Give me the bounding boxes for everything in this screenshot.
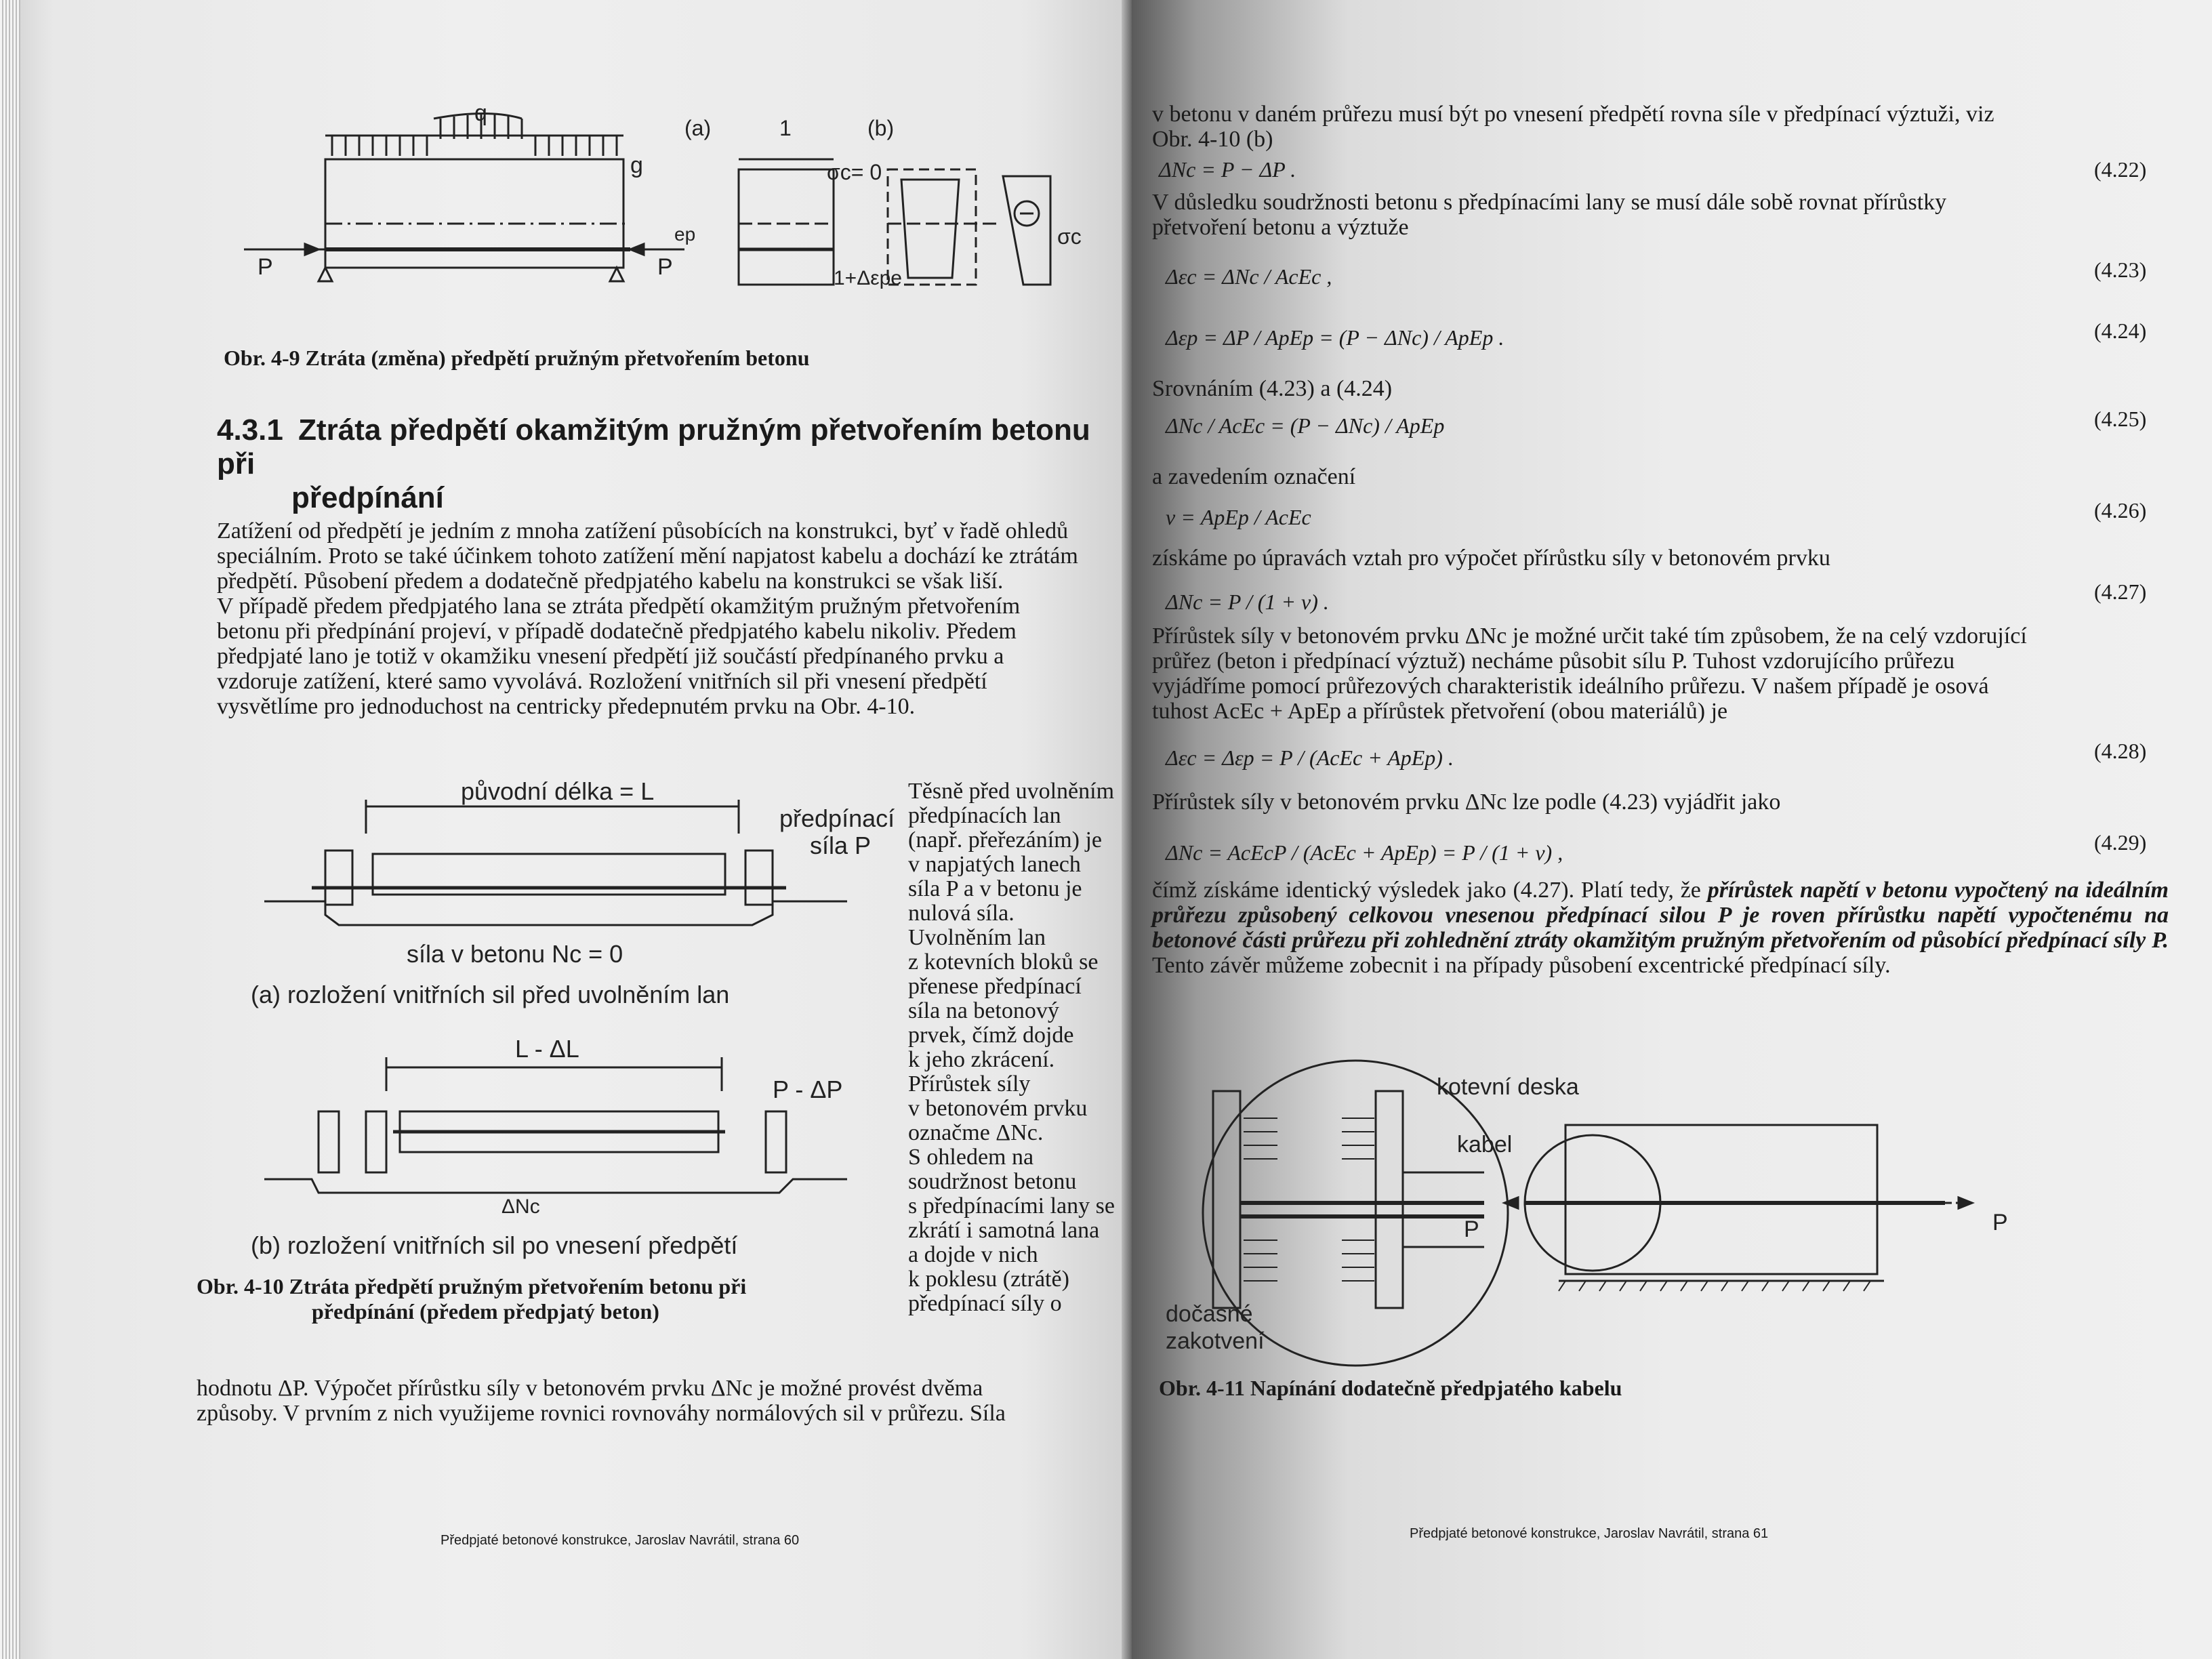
line: vyjádříme pomocí průřezových charakteristik ideálního průřezu. V našem případě je osová xyxy=(1152,674,1989,699)
label-q: q xyxy=(474,100,487,126)
p1-line: speciálním. Proto se také účinkem tohoto zatížení mění napjatost kabelu a dochází ke ztrátám xyxy=(217,544,1078,569)
text-after-24: Srovnáním (4.23) a (4.24) xyxy=(1152,376,1393,401)
col-line: z kotevních bloků se xyxy=(908,949,1099,975)
line: tuhost AcEc + ApEp a přírůstek přetvoření (obou materiálů) je xyxy=(1152,699,1728,724)
label-kotevni: kotevní deska xyxy=(1437,1074,1579,1100)
subcaption-a: (a) rozložení vnitřních sil před uvolněním lan xyxy=(251,981,730,1008)
conclusion-emphasis: přírůstek napětí v betonu vypočtený na ideálním průřezu způsobený celkovou vnesenou předpínací silou P je roven přírůstku napětí vypočtenému na betonové části průřezu při zohlednění ztráty okamžitým pružným přetvořením od působící předpínací síly P. xyxy=(1152,878,2169,953)
col-line: a dojde v nich xyxy=(908,1242,1038,1267)
right-page xyxy=(1132,0,2212,1659)
label-dnc: ΔNc xyxy=(501,1195,540,1218)
pend-line: hodnotu ΔP. Výpočet přírůstku síly v betonovém prvku ΔNc je možné provést dvěma xyxy=(197,1376,983,1401)
label-sigma0: σc= 0 xyxy=(827,160,882,184)
right-intro xyxy=(1152,102,2155,152)
section-number: 4.3.1 xyxy=(217,413,283,447)
equation-4-22: ΔNc = P − ΔP . xyxy=(1159,157,1296,182)
label-l-dl: L - ΔL xyxy=(515,1035,579,1063)
section-heading xyxy=(217,413,1098,515)
intro-line: v betonu v daném průřezu musí být po vnesení předpětí rovna síle v předpínací výztuži, viz xyxy=(1152,102,1994,127)
label-force: předpínací xyxy=(779,804,895,832)
eq-number-4-25: (4.25) xyxy=(2094,407,2147,431)
label-length: původní délka = L xyxy=(461,777,655,805)
figure-4-10 xyxy=(237,777,895,1259)
label-p-dp: P - ΔP xyxy=(773,1076,843,1103)
label-p-left: P xyxy=(258,254,273,280)
intro-line: Obr. 4-10 (b) xyxy=(1152,127,1273,152)
side-column-text xyxy=(908,779,1132,1316)
subcaption-b: (b) rozložení vnitřních sil po vnesení předpětí xyxy=(251,1231,738,1259)
figure-4-9 xyxy=(224,95,1132,325)
section-title-line2: předpínání xyxy=(291,481,444,514)
equation-4-29: ΔNc = AcEcP / (AcEc + ApEp) = P / (1 + ν) , xyxy=(1166,840,1563,865)
equation-4-24: Δεp = ΔP / ApEp = (P − ΔNc) / ApEp . xyxy=(1166,325,1504,350)
col-line: s předpínacími lany se xyxy=(908,1193,1115,1218)
col-line: v betonovém prvku xyxy=(908,1096,1088,1121)
equation-4-28: Δεc = Δεp = P / (AcEc + ApEp) . xyxy=(1166,745,1454,770)
label-a: (a) xyxy=(684,116,712,140)
eq-number-4-27: (4.27) xyxy=(2094,579,2147,604)
col-line: nulová síla. xyxy=(908,901,1015,926)
col-line: síla P a v betonu je xyxy=(908,876,1082,901)
section-title-line1: Ztráta předpětí okamžitým pružným přetvořením betonu při xyxy=(217,413,1090,480)
col-line: (např. přeřezáním) je xyxy=(908,827,1102,853)
text-after-25: a zavedením označení xyxy=(1152,464,1356,489)
col-line: předpínacích lan xyxy=(908,803,1061,828)
text-after-28: Přírůstek síly v betonovém prvku ΔNc lze podle (4.23) vyjádřit jako xyxy=(1152,790,1781,815)
col-line: Přírůstek síly xyxy=(908,1071,1031,1097)
eq-number-4-26: (4.26) xyxy=(2094,498,2147,523)
footer-left: Předpjaté betonové konstrukce, Jaroslav Navrátil, strana 60 xyxy=(441,1533,800,1548)
figure-4-11 xyxy=(1159,1057,2175,1376)
equation-4-25: ΔNc / AcEc = (P − ΔNc) / ApEp xyxy=(1166,413,1445,438)
col-line: soudržnost betonu xyxy=(908,1169,1077,1194)
label-zakotveni: zakotvení xyxy=(1166,1328,1265,1354)
line: V důsledku soudržnosti betonu s předpínacími lany se musí dále sobě rovnat přírůstky xyxy=(1152,190,1947,215)
p1-line: vzdoruje zatížení, které samo vyvolává. Rozložení vnitřních sil při vnesení předpětí xyxy=(217,669,987,694)
col-line: přenese předpínací xyxy=(908,974,1082,999)
text-after-27 xyxy=(1152,623,2162,724)
footer-right: Předpjaté betonové konstrukce, Jaroslav Navrátil, strana 61 xyxy=(1410,1526,1769,1541)
text-after-26: získáme po úpravách vztah pro výpočet přírůstku síly v betonovém prvku xyxy=(1152,546,1830,571)
p1-line: předpětí. Působení předem a dodatečně předpjatého kabelu na konstrukci se však liší. xyxy=(217,569,1004,594)
eq-number-4-29: (4.29) xyxy=(2094,830,2147,855)
equation-4-27: ΔNc = P / (1 + ν) . xyxy=(1166,590,1329,614)
fig10-caption-line2: předpínání (předem předpjatý beton) xyxy=(312,1299,659,1324)
conclusion-plain-1: čímž získáme identický výsledek jako (4.27). Platí tedy, že xyxy=(1152,878,1708,903)
label-g: g xyxy=(630,152,643,178)
label-one: 1 xyxy=(779,116,792,140)
col-line: k jeho zkrácení. xyxy=(908,1047,1055,1072)
eq-number-4-22: (4.22) xyxy=(2094,157,2147,182)
col-line: S ohledem na xyxy=(908,1145,1034,1170)
line: Přírůstek síly v betonovém prvku ΔNc je možné určit také tím způsobem, že na celý vzdorující xyxy=(1152,623,2027,649)
col-line: v napjatých lanech xyxy=(908,852,1081,877)
figure-4-11-caption: Obr. 4-11 Napínání dodatečně předpjatého kabelu xyxy=(1159,1376,1622,1400)
col-line: označme ΔNc. xyxy=(908,1120,1044,1145)
conclusion-paragraph xyxy=(1152,878,2169,978)
col-line: předpínací síly o xyxy=(908,1291,1062,1316)
p1-line: V případě předem předpjatého lana se ztráta předpětí okamžitým pružným přetvořením xyxy=(217,594,1021,619)
label-kabel: kabel xyxy=(1457,1132,1513,1158)
line: průřez (beton i předpínací výztuž) necháme působit sílu P. Tuhost vzdorujícího průřezu xyxy=(1152,649,1955,674)
p1-line: betonu při předpínání projeví, v případě dodatečně předpjatého kabelu nikoliv. Předem xyxy=(217,619,1017,644)
fig10-caption-line1: Obr. 4-10 Ztráta předpětí pružným přetvořením betonu při xyxy=(197,1274,747,1298)
p1-line: předpjaté lano je totiž v okamžiku vnesení předpětí již součástí předpínaného prvku a xyxy=(217,644,1004,669)
paragraph-1 xyxy=(217,518,1132,719)
pend-line: způsoby. V prvním z nich využijeme rovnici rovnováhy normálových sil v průřezu. Síla xyxy=(197,1401,1006,1426)
label-p-right: P xyxy=(1992,1210,2008,1235)
label-p-left: P xyxy=(1464,1216,1479,1242)
line: přetvoření betonu a výztuže xyxy=(1152,215,1409,240)
label-docasne: dočasné xyxy=(1166,1301,1253,1327)
col-line: prvek, čímž dojde xyxy=(908,1023,1074,1048)
equation-4-26: ν = ApEp / AcEc xyxy=(1166,505,1311,529)
figure-4-9-caption: Obr. 4-9 Ztráta (změna) předpětí pružným přetvořením betonu xyxy=(224,346,810,370)
col-line: zkrátí i samotná lana xyxy=(908,1218,1100,1243)
label-b: (b) xyxy=(867,116,895,140)
eq-number-4-28: (4.28) xyxy=(2094,739,2147,763)
eq-number-4-23: (4.23) xyxy=(2094,258,2147,282)
label-nc0: síla v betonu Nc = 0 xyxy=(407,940,623,968)
col-line: Uvolněním lan xyxy=(908,925,1046,950)
left-page xyxy=(20,0,1132,1659)
label-sigma-c: σc xyxy=(1057,224,1082,249)
p1-line: vysvětlíme pro jednoduchost na centricky předepnutém prvku na Obr. 4-10. xyxy=(217,694,916,719)
col-line: k poklesu (ztrátě) xyxy=(908,1267,1069,1292)
label-ep: ep xyxy=(674,224,696,245)
text-after-22 xyxy=(1152,190,2155,240)
col-line: síla na betonový xyxy=(908,998,1059,1023)
label-eps: 1+Δεpe xyxy=(834,267,902,289)
label-force2: síla P xyxy=(810,832,872,859)
eq-number-4-24: (4.24) xyxy=(2094,319,2147,343)
paragraph-end xyxy=(197,1376,1132,1426)
p1-line: Zatížení od předpětí je jedním z mnoha zatížení působících na konstrukci, byť v řadě ohledů xyxy=(217,518,1069,544)
conclusion-plain-2: Tento závěr můžeme zobecnit i na případy působení excentrické předpínací síly. xyxy=(1152,953,1891,978)
col-line: Těsně před uvolněním xyxy=(908,779,1115,804)
label-p-right: P xyxy=(657,254,673,280)
figure-4-10-caption xyxy=(197,1274,874,1324)
equation-4-23: Δεc = ΔNc / AcEc , xyxy=(1166,264,1332,289)
